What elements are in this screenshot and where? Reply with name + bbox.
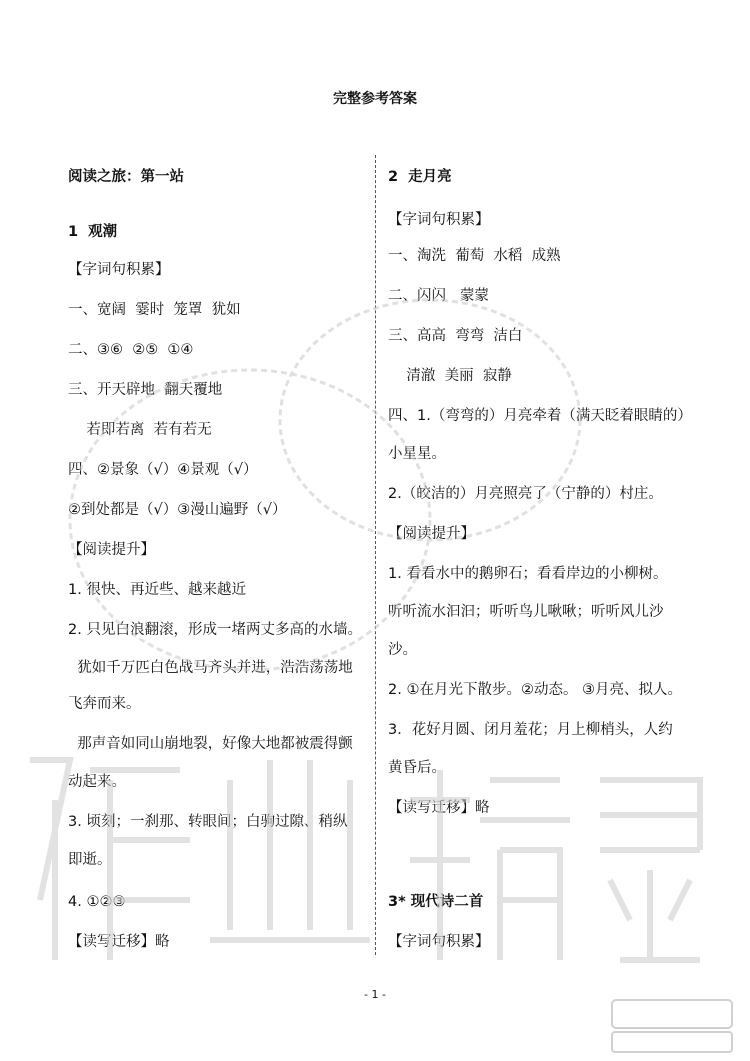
page-title: 完整参考答案 bbox=[333, 91, 417, 107]
answer-line: 即逝。 bbox=[68, 852, 112, 868]
answer-line: 沙。 bbox=[388, 642, 417, 658]
answer-line: 一、淘洗 葡萄 水稻 成熟 bbox=[388, 248, 561, 264]
answer-line: 那声音如同山崩地裂，好像大地都被震得颤 bbox=[68, 736, 353, 752]
answer-line: 【读写迁移】略 bbox=[68, 934, 170, 950]
answer-line: 3. 顷刻；一刹那、转眼间；白驹过隙、稍纵 bbox=[68, 814, 348, 830]
answer-line: 2. 只见白浪翻滚，形成一堵两丈多高的水墙。 bbox=[68, 622, 362, 638]
answer-line: 小星星。 bbox=[388, 446, 446, 462]
answer-line: ②到处都是（√）③漫山遍野（√） bbox=[68, 502, 287, 518]
answer-line: 1. 很快、再近些、越来越近 bbox=[68, 582, 246, 598]
answer-line: 【字词句积累】 bbox=[388, 212, 490, 228]
answer-line: 【读写迁移】略 bbox=[388, 800, 490, 816]
answer-line: 【阅读提升】 bbox=[388, 526, 475, 542]
section-heading: 1 观潮 bbox=[68, 224, 118, 240]
answer-line: 1. 看看水中的鹅卵石；看看岸边的小柳树。 bbox=[388, 566, 668, 582]
answer-line: 二、闪闪 蒙蒙 bbox=[388, 288, 489, 304]
column-divider bbox=[375, 155, 376, 955]
answer-line: 2. ①在月光下散步。②动态。 ③月亮、拟人。 bbox=[388, 682, 683, 698]
answer-line: 三、高高 弯弯 洁白 bbox=[388, 328, 523, 344]
answer-line: 三、开天辟地 翻天覆地 bbox=[68, 382, 223, 398]
answer-line: 二、③⑥ ②⑤ ①④ bbox=[68, 342, 194, 358]
answer-line: 犹如千万匹白色战马齐头并进，浩浩荡荡地 bbox=[68, 660, 353, 676]
answer-line: 3．花好月圆、闭月羞花；月上柳梢头，人约 bbox=[388, 722, 673, 738]
answer-line: 四、1.（弯弯的）月亮牵着（满天眨着眼睛的） bbox=[388, 408, 692, 424]
answer-line: 【字词句积累】 bbox=[388, 934, 490, 950]
section-heading: 2 走月亮 bbox=[388, 169, 452, 185]
answer-line: 黄昏后。 bbox=[388, 760, 446, 776]
answer-line: 飞奔而来。 bbox=[68, 696, 141, 712]
section-heading: 3* 现代诗二首 bbox=[388, 894, 484, 910]
answer-line: 2.（皎洁的）月亮照亮了（宁静的）村庄。 bbox=[388, 486, 663, 502]
answer-line: 【字词句积累】 bbox=[68, 262, 170, 278]
answer-line: 听听流水汩汩；听听鸟儿啾啾；听听风儿沙 bbox=[388, 604, 664, 620]
section-heading: 阅读之旅：第一站 bbox=[68, 169, 184, 185]
answer-line: 清澈 美丽 寂静 bbox=[388, 368, 512, 384]
answer-line: 四、②景象（√）④景观（√） bbox=[68, 462, 258, 478]
answer-line: 动起来。 bbox=[68, 774, 126, 790]
answer-line: 若即若离 若有若无 bbox=[68, 422, 212, 438]
answer-line: 4. ①②③ bbox=[68, 894, 126, 910]
answer-line: 一、宽阔 霎时 笼罩 犹如 bbox=[68, 302, 241, 318]
answer-line: 【阅读提升】 bbox=[68, 542, 155, 558]
page-number: - 1 - bbox=[364, 988, 386, 1001]
